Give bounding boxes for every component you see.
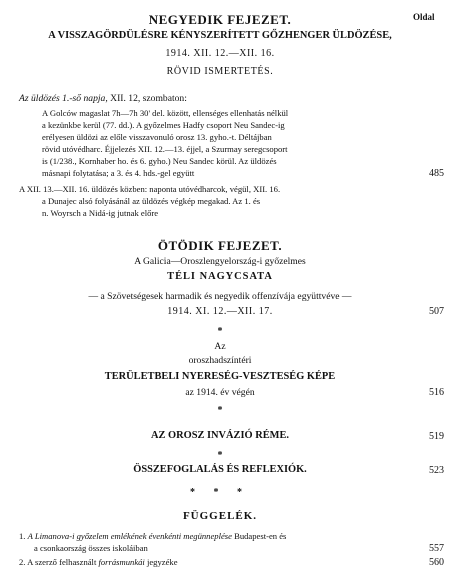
gains-losses-title: TERÜLETBELI NYERESÉG-VESZTESÉG KÉPE [104, 371, 336, 382]
invasion-dread-page-number: 519 [429, 431, 444, 442]
para2-line: n. Woyrsch a Nidá-ig jutnak előre [42, 208, 159, 218]
appendix-item-2-post: jegyzéke [146, 557, 178, 567]
chapter-5-page-number: 507 [429, 306, 444, 317]
para2-line: A XII. 13.—XII. 16. üldözés közben: naponta utóvédharcok, végül, XII. 16. [19, 184, 281, 194]
appendix-item-2-pre: A szerző felhasznált [27, 557, 97, 567]
para1-line: rövid utóvédharc. Éjjelezés XII. 12.—13. éjjel, a Szurmay seregcsoport [42, 144, 288, 154]
appendix-item-1 [19, 531, 286, 541]
appendix-item-1-number: 1. [19, 531, 26, 541]
invasion-dread-title: AZ OROSZ INVÁZIÓ RÉME. [151, 430, 289, 441]
appendix-item-2-page-number: 560 [429, 557, 444, 568]
offensive-line: — a Szövetségesek harmadik és negyedik offenzívája együttvéve — [88, 291, 352, 302]
campaign-title: TÉLI NAGYCSATA [167, 271, 273, 282]
para1-line: A Golców magaslat 7h—7h 30' del. között, ellenséges ellenhatás nélkül [42, 108, 289, 118]
chapter-5-dates: 1914. XI. 12.—XII. 17. [167, 306, 273, 317]
chapter-4-dates: 1914. XII. 12.—XII. 16. [165, 48, 275, 59]
appendix-item-1-italic: A Limanova-i győzelem emlékének évenkénti megünneplése [27, 531, 232, 541]
appendix-item-2-number: 2. [19, 557, 26, 567]
para1-line: erélyesen üldözi az előle visszavonuló orosz 13. gyho.-t. Déltájban [42, 132, 272, 142]
day-one-date: XII. 12, szombaton: [110, 93, 187, 104]
chapter-5-title: ÖTÖDIK FEJEZET. [157, 238, 283, 253]
chapter-4-title: NEGYEDIK FEJEZET. [148, 12, 292, 27]
separator-star: * [217, 450, 223, 461]
year-end-line: az 1914. év végén [185, 387, 255, 398]
year-end-page-number: 516 [429, 387, 444, 398]
para1-line: a kezünkbe kerül (77. dd.). A győzelmes Hadfy csoport Neu Sandec-ig [42, 120, 285, 130]
para1-line: is (1/238., Kornhaber ho. és 6. gyho.) Neu Sandec körül. Az üldözés [42, 156, 277, 166]
appendix-item-2 [19, 557, 178, 567]
summary-heading: RÖVID ISMERTETÉS. [166, 66, 274, 77]
appendix-item-1-page-number: 557 [429, 543, 444, 554]
separator-star: * [217, 326, 223, 337]
appendix-item-1-rest: Budapest-en és [234, 531, 287, 541]
appendix-title: FÜGGELÉK. [182, 510, 258, 522]
day-one-entry [19, 93, 187, 104]
para1-page-number: 485 [429, 168, 444, 179]
chapter-4-subtitle: A VISSZAGÖRDÜLÉSRE KÉNYSZERÍTETT GŐZHENGER ÜLDÖZÉSE, [48, 30, 392, 41]
chapter-5-subtitle: A Galicia—Oroszlengyelország-i győzelmes [134, 256, 306, 267]
separator-star: * [217, 405, 223, 416]
az-word: Az [214, 341, 226, 352]
appendix-item-2-italic: forrásmunkái [98, 557, 145, 567]
appendix-item-1-line2: a csonkaország összes iskoláiban [34, 543, 148, 553]
page-column-label: Oldal [413, 12, 435, 22]
summary-reflections-page-number: 523 [429, 465, 444, 476]
para2-line: a Dunajec alsó folyásánál az üldözés végkép megakad. Az 1. és [42, 196, 261, 206]
section-stars: * * * [190, 487, 250, 498]
day-one-label: Az üldözés 1.-ső napja, [19, 93, 108, 104]
theatre-label: oroszhadszíntéri [188, 355, 252, 366]
summary-reflections-title: ÖSSZEFOGLALÁS ÉS REFLEXIÓK. [133, 464, 307, 475]
para1-line: másnapi folytatása; a 3. és 4. hds.-gel együtt [42, 168, 195, 178]
